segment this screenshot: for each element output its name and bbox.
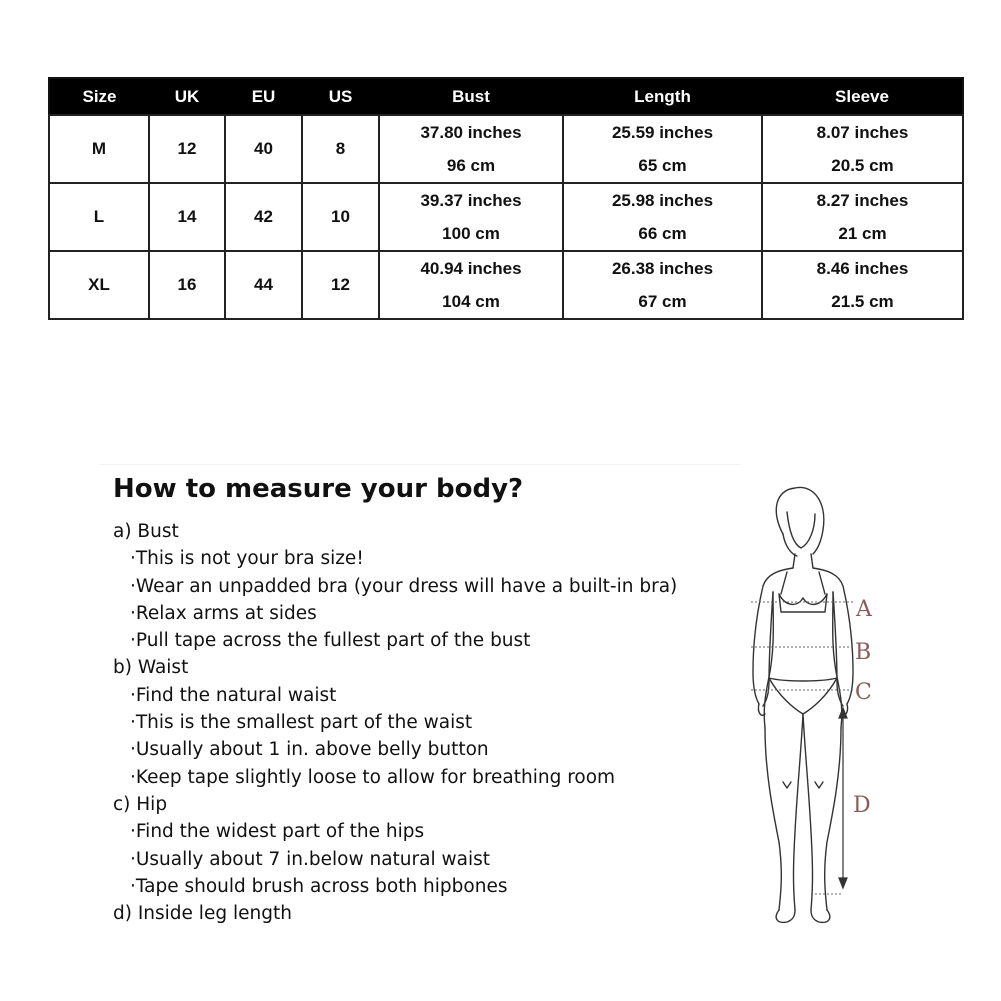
cell-sleeve [762, 183, 963, 251]
length-cm: 66 cm [638, 224, 687, 243]
header-sleeve: Sleeve [762, 78, 963, 115]
section-waist-label: b) Waist [113, 657, 189, 679]
tip-item: ·Usually about 7 in.below natural waist [130, 848, 490, 870]
tip-item: ·This is the smallest part of the waist [130, 712, 473, 734]
body-outline-illustration [735, 482, 895, 932]
sleeve-cm: 20.5 cm [831, 156, 894, 175]
cell-size: M [49, 115, 149, 183]
header-length: Length [563, 78, 762, 115]
length-inches: 25.98 inches [611, 191, 714, 210]
tip-item: ·This is not your bra size! [130, 548, 364, 570]
bust-inches: 39.37 inches [420, 191, 522, 210]
cell-length [563, 251, 762, 319]
bust-cm: 100 cm [442, 224, 500, 243]
table-row [49, 251, 963, 319]
table-header-row [49, 78, 963, 115]
label-b: B [855, 640, 872, 665]
cell-us: 8 [302, 115, 379, 183]
cell-uk: 16 [149, 251, 225, 319]
measuring-guide [113, 472, 693, 927]
label-d: D [853, 793, 871, 818]
label-a: A [856, 597, 872, 622]
cell-eu: 42 [225, 183, 302, 251]
table-row [49, 183, 963, 251]
cell-us: 10 [302, 183, 379, 251]
tip-item: ·Find the widest part of the hips [130, 821, 425, 843]
cell-us: 12 [302, 251, 379, 319]
tip-item: ·Usually about 1 in. above belly button [130, 739, 489, 761]
cell-eu: 40 [225, 115, 302, 183]
tip-item: ·Pull tape across the fullest part of the bust [130, 630, 531, 652]
bust-inches: 37.80 inches [420, 123, 522, 142]
header-bust: Bust [379, 78, 563, 115]
tip-item: ·Relax arms at sides [130, 602, 317, 624]
size-chart-table [48, 77, 964, 320]
cell-bust [379, 115, 563, 183]
tip-item: ·Tape should brush across both hipbones [130, 875, 508, 897]
label-c: C [855, 680, 872, 705]
cell-length [563, 115, 762, 183]
bust-inches: 40.94 inches [420, 259, 522, 278]
section-hip-label: c) Hip [113, 793, 168, 815]
section-inside-leg-label: d) Inside leg length [113, 903, 292, 925]
body-measurement-figure [735, 482, 895, 932]
header-us: US [302, 78, 379, 115]
sleeve-cm: 21.5 cm [831, 292, 894, 311]
table-row [49, 115, 963, 183]
sleeve-inches: 8.27 inches [816, 191, 909, 210]
tip-item: ·Keep tape slightly loose to allow for breathing room [130, 766, 616, 788]
sleeve-cm: 21 cm [838, 224, 887, 243]
bust-cm: 96 cm [446, 156, 496, 175]
divider [100, 464, 740, 465]
bust-cm: 104 cm [442, 292, 500, 311]
tip-item: ·Find the natural waist [130, 684, 337, 706]
length-cm: 65 cm [638, 156, 687, 175]
length-inches: 25.59 inches [611, 123, 714, 142]
cell-uk: 14 [149, 183, 225, 251]
cell-size: XL [49, 251, 149, 319]
section-bust-label: a) Bust [113, 521, 179, 542]
guide-title: How to measure your body? [113, 474, 524, 504]
tip-item: ·Wear an unpadded bra (your dress will have a built-in bra) [130, 575, 678, 597]
cell-bust [379, 183, 563, 251]
header-size: Size [49, 78, 149, 115]
cell-bust [379, 251, 563, 319]
sleeve-inches: 8.07 inches [816, 123, 909, 142]
sleeve-inches: 8.46 inches [816, 259, 909, 278]
header-eu: EU [225, 78, 302, 115]
header-uk: UK [149, 78, 225, 115]
length-inches: 26.38 inches [611, 259, 714, 278]
cell-size: L [49, 183, 149, 251]
cell-length [563, 183, 762, 251]
length-cm: 67 cm [638, 292, 687, 311]
cell-eu: 44 [225, 251, 302, 319]
cell-uk: 12 [149, 115, 225, 183]
cell-sleeve [762, 251, 963, 319]
cell-sleeve [762, 115, 963, 183]
